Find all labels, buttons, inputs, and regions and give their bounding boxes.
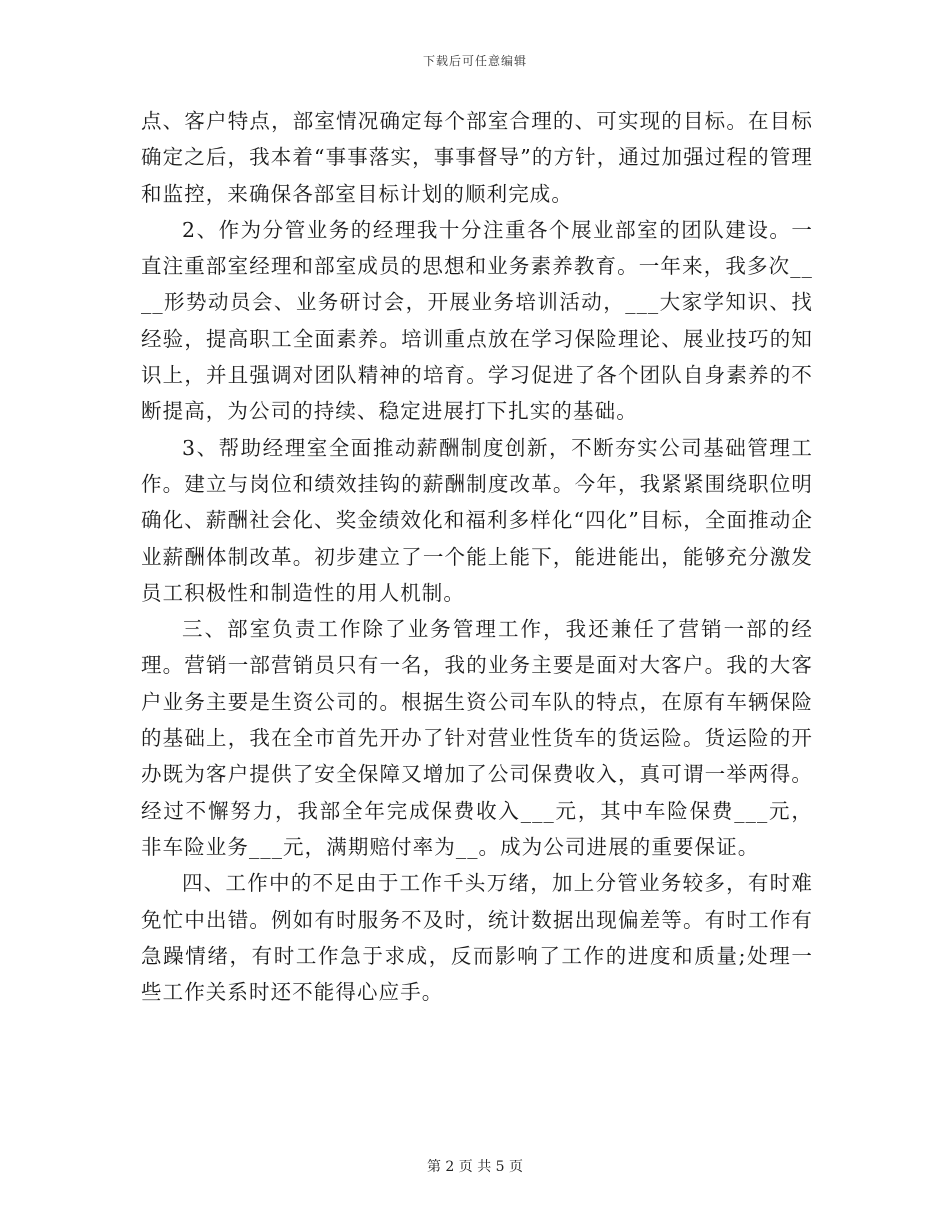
paragraph-5: 四、工作中的不足由于工作千头万绪，加上分管业务较多，有时难免忙中出错。例如有时服务不及时，统计数据出现偏差等。有时工作有急躁情绪，有时工作急于求成，反而影响了工作的进度和质量;处理一些工作关系时还不能得心应手。 — [141, 871, 813, 1005]
paragraph-2: 2、作为分管业务的经理我十分注重各个展业部室的团队建设。一直注重部室经理和部室成员的思想和业务素养教育。一年来，我多次____形势动员会、业务研讨会，开展业务培训活动，___大家学知识、找经验，提高职工全面素养。培训重点放在学习保险理论、展业技巧的知识上，并且强调对团队精神的培育。学习促进了各个团队自身素养的不断提高，为公司的持续、稳定进展打下扎实的基础。 — [141, 217, 813, 424]
paragraph-1: 点、客户特点，部室情况确定每个部室合理的、可实现的目标。在目标确定之后，我本着“事事落实，事事督导”的方针，通过加强过程的管理和监控，来确保各部室目标计划的顺利完成。 — [141, 109, 813, 206]
paragraph-3: 3、帮助经理室全面推动薪酬制度创新，不断夯实公司基础管理工作。建立与岗位和绩效挂钩的薪酬制度改革。今年，我紧紧围绕职位明确化、薪酬社会化、奖金绩效化和福利多样化“四化”目标，全面推动企业薪酬体制改革。初步建立了一个能上能下，能进能出，能够充分激发员工积极性和制造性的用人机制。 — [141, 435, 813, 605]
document-body — [141, 103, 813, 1010]
page-header-note: 下载后可任意编辑 — [422, 54, 527, 68]
paragraph-4: 三、部室负责工作除了业务管理工作，我还兼任了营销一部的经理。营销一部营销员只有一名，我的业务主要是面对大客户。我的大客户业务主要是生资公司的。根据生资公司车队的特点，在原有车辆保险的基础上，我在全市首先开办了针对营业性货车的货运险。货运险的开办既为客户提供了安全保障又增加了公司保费收入，真可谓一举两得。经过不懈努力，我部全年完成保费收入___元，其中车险保费___元，非车险业务___元，满期赔付率为__。成为公司进展的重要保证。 — [141, 617, 813, 859]
page-number: 第 2 页 共 5 页 — [426, 1159, 524, 1175]
